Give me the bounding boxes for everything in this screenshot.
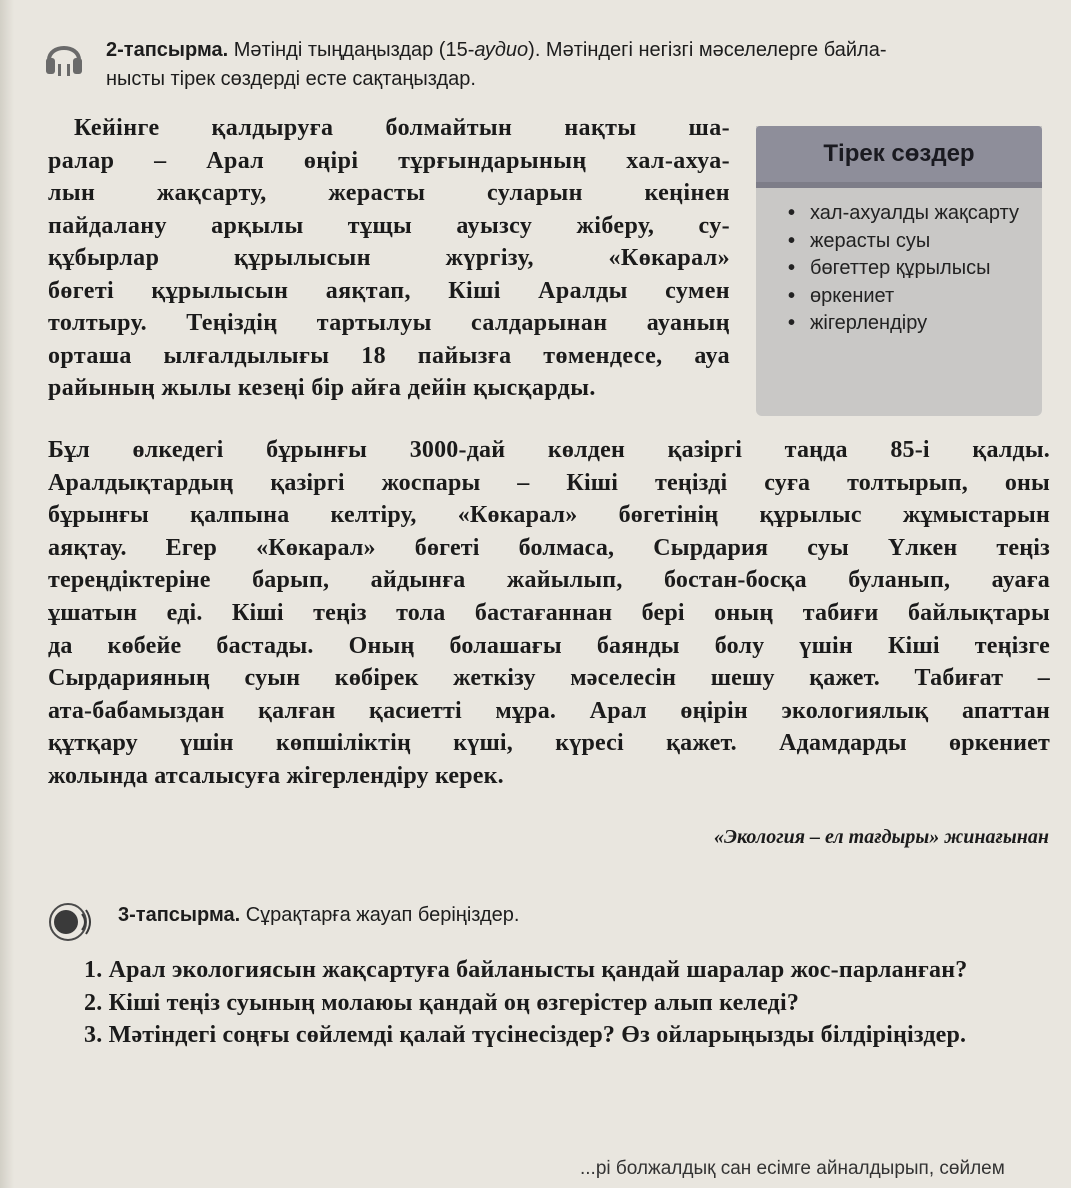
text-line: аяқтау. Егер «Көкарал» бөгеті болмаса, Сырдария суы Үлкен теңіз <box>48 534 1050 561</box>
text-line: бөгеті құрылысын аяқтап, Кіші Аралды сумен <box>48 277 730 304</box>
text-line: орташа ылғалдылығы 18 пайызға төмендесе, ауа <box>48 342 730 369</box>
main-text-narrow <box>48 112 730 405</box>
keyword-item: • өркениет <box>788 283 1038 311</box>
text-line: ата-бабамыздан қалған қасиетті мұра. Арал өңірін экологиялық апаттан <box>48 697 1050 724</box>
task-2-text-part2: ). Мәтіндегі негізгі мәселелерге байла- <box>528 39 887 61</box>
keywords-list <box>788 200 1038 338</box>
text-line: Аралдықтардың қазіргі жоспары – Кіші теңізді суға толтырып, оны <box>48 469 1050 496</box>
text-line: пайдалану арқылы тұщы ауызсу жіберу, су- <box>48 212 730 239</box>
audio-word: аудио <box>474 39 529 61</box>
main-text-wide <box>48 434 1050 793</box>
question-1-text: 1. Арал экологиясын жақсартуға байланысты қандай шаралар жос-парланған? <box>84 957 968 983</box>
text-line: толтыру. Теңіздің тартылуы салдарынан ауаның <box>48 310 730 336</box>
text-line: да көбейе бастады. Оның болашағы баянды болу үшін Кіші теңізге <box>48 632 1050 659</box>
questions-list <box>48 954 1056 1052</box>
keywords-title: Тірек сөздер <box>756 126 1042 182</box>
text-line: жолында атсалысуға жігерлендіру керек. <box>48 762 504 789</box>
question-3: 3. Мәтіндегі соңғы сөйлемді қалай түсінесіздер? Өз ойларыңызды білдіріңіздер. <box>84 1022 967 1049</box>
question-1 <box>48 954 1056 987</box>
text-line: Бұл өлкедегі бұрынғы 3000-дай көлден қазіргі таңда 85-і қалды. <box>48 437 1050 463</box>
text-line: бұрынғы қалпына келтіру, «Көкарал» бөгетінің құрылыс жұмыстарын <box>48 502 1050 529</box>
text-line: ұшатын еді. Кіші теңіз тола бастағаннан бері оның табиғи байлықтары <box>48 599 1050 626</box>
keyword-item: • бөгеттер құрылысы <box>788 255 1038 283</box>
text-line: құтқару үшін көпшіліктің күші, күресі қажет. Адамдарды өркениет <box>48 730 1050 757</box>
text-line: ралар – Арал өңірі тұрғындарының хал-ахуа- <box>48 147 730 174</box>
task-3-instruction <box>118 904 519 927</box>
text-source: «Экология – ел тағдыры» жинағынан <box>714 826 1049 848</box>
question-2: 2. Кіші теңіз суының молаюы қандай оң өзгерістер алып келеді? <box>84 989 800 1016</box>
keywords-box <box>756 126 1042 416</box>
text-line: құбырлар құрылысын жүргізу, «Көкарал» <box>48 245 730 271</box>
task-3-label: 3-тапсырма. <box>118 904 241 926</box>
task-2-label: 2-тапсырма. <box>106 39 229 61</box>
bottom-text-fragment: ...рі болжалдық сан есімге айналдырып, сөйлем <box>580 1158 1005 1179</box>
task-2-instruction <box>106 36 1046 94</box>
text-line: Сырдарияның суын көбірек жеткізу мәселесін шешу қажет. Табиғат – <box>48 665 1050 692</box>
headphones-icon <box>44 34 84 78</box>
keyword-item: • жігерлендіру <box>788 310 1038 338</box>
keyword-item: • жерасты суы <box>788 228 1038 256</box>
page-fold-shadow <box>0 0 14 1188</box>
text-line: райының жылы кезеңі бір айға дейін қысқарды. <box>48 375 596 401</box>
text-line: тереңдіктеріне барып, айдынға жайылып, бостан-босқа буланып, ауаға <box>48 567 1050 594</box>
task-2-text-part1: Мәтінді тыңдаңыздар (15- <box>228 39 475 61</box>
text-line: лын жақсарту, жерасты суларын кеңінен <box>48 180 730 206</box>
speaking-icon <box>48 900 96 944</box>
keyword-item: • хал-ахуалды жақсарту <box>788 200 1038 228</box>
task-2-text-line2: нысты тірек сөздерді есте сақтаңыздар. <box>106 68 476 90</box>
text-line: Кейінге қалдыруға болмайтын нақты ша- <box>74 115 730 141</box>
task-3-text: Сұрақтарға жауап беріңіздер. <box>240 904 520 926</box>
